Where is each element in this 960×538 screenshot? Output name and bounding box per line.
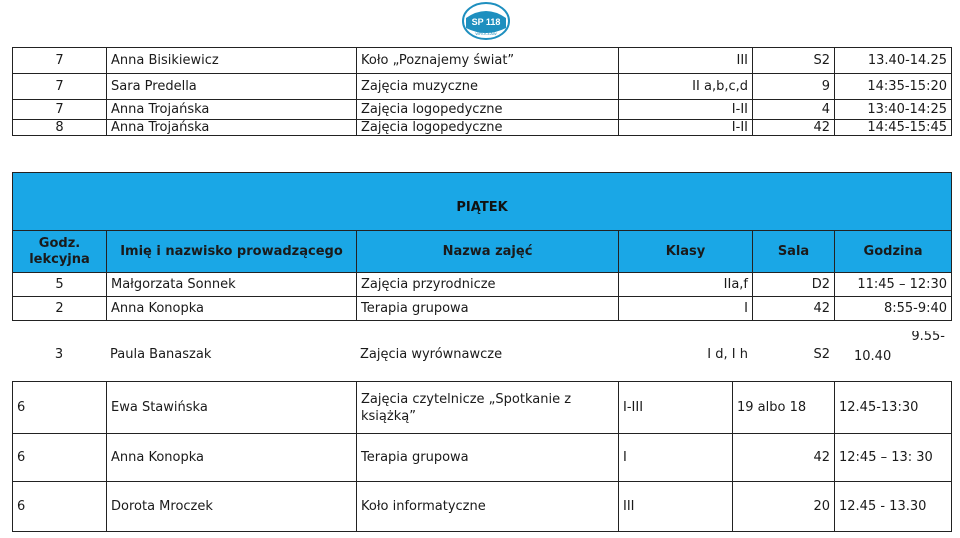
lesson-cell: 6 <box>13 482 107 532</box>
classes-cell: II a,b,c,d <box>619 74 753 100</box>
teacher-cell: Anna Trojańska <box>107 100 357 120</box>
classes-cell: III <box>619 482 733 532</box>
header-room: Sala <box>753 231 835 273</box>
teacher-cell: Anna Trojańska <box>107 120 357 136</box>
header-time: Godzina <box>835 231 952 273</box>
subject-cell: Terapia grupowa <box>357 297 619 321</box>
room-cell: 9 <box>753 74 835 100</box>
teacher-cell: Dorota Mroczek <box>107 482 357 532</box>
time-cell: 12.45 - 13.30 <box>835 482 952 532</box>
table-row <box>13 120 952 136</box>
room-cell: D2 <box>753 273 835 297</box>
table-row <box>13 382 952 434</box>
time-cell: 11:45 – 12:30 <box>835 273 952 297</box>
room-cell: 42 <box>753 120 835 136</box>
table-row <box>13 48 952 74</box>
table-row <box>13 74 952 100</box>
time-cell: 14:35-15:20 <box>835 74 952 100</box>
classes-cell: I <box>619 297 753 321</box>
time-cell: 13.40-14.25 <box>835 48 952 74</box>
classes-cell: I d, I h <box>707 346 748 362</box>
subject-cell: Zajęcia wyrównawcze <box>360 346 503 362</box>
subject-cell: Zajęcia przyrodnicze <box>357 273 619 297</box>
table-row-unbordered <box>12 331 951 377</box>
teacher-cell: Paula Banaszak <box>110 346 212 362</box>
teacher-cell: Anna Konopka <box>107 297 357 321</box>
lesson-cell: 5 <box>13 273 107 297</box>
lesson-cell: 7 <box>13 48 107 74</box>
time-cell: 13:40-14:25 <box>835 100 952 120</box>
friday-schedule-table-bottom <box>12 381 952 532</box>
header-teacher: Imię i nazwisko prowadzącego <box>107 231 357 273</box>
subject-cell: Koło „Poznajemy świat” <box>357 48 619 74</box>
classes-cell: I <box>619 434 733 482</box>
time-part-b: 10.40 <box>854 349 892 364</box>
time-cell: 12:45 – 13: 30 <box>835 434 952 482</box>
classes-cell: III <box>619 48 753 74</box>
logo-text: SP 118 <box>471 17 501 27</box>
room-cell: 20 <box>733 482 835 532</box>
lesson-cell: 3 <box>54 346 64 362</box>
subject-cell: Terapia grupowa <box>357 434 619 482</box>
subject-cell: Zajęcia logopedyczne <box>357 100 619 120</box>
table-row <box>13 297 952 321</box>
header-row <box>13 231 952 273</box>
top-schedule-table <box>12 47 952 136</box>
room-cell: S2 <box>813 346 830 362</box>
subject-cell: Koło informatyczne <box>357 482 619 532</box>
school-logo <box>462 2 510 40</box>
subject-cell: Zajęcia logopedyczne <box>357 120 619 136</box>
table-row <box>13 273 952 297</box>
classes-cell: I-III <box>619 382 733 434</box>
logo-subtext: WROCŁAW <box>475 31 497 36</box>
lesson-cell: 6 <box>13 434 107 482</box>
time-part-a: 9.55- <box>911 331 945 344</box>
classes-cell: I-II <box>619 100 753 120</box>
lesson-cell: 2 <box>13 297 107 321</box>
room-cell: 4 <box>753 100 835 120</box>
subject-cell: Zajęcia czytelnicze „Spotkanie z książką” <box>357 382 619 434</box>
classes-cell: I-II <box>619 120 753 136</box>
teacher-cell: Anna Konopka <box>107 434 357 482</box>
header-lesson: Godz. lekcyjna <box>13 231 107 273</box>
subject-cell: Zajęcia muzyczne <box>357 74 619 100</box>
teacher-cell: Ewa Stawińska <box>107 382 357 434</box>
classes-cell: IIa,f <box>619 273 753 297</box>
table-row <box>13 100 952 120</box>
teacher-cell: Anna Bisikiewicz <box>107 48 357 74</box>
header-subject: Nazwa zajęć <box>357 231 619 273</box>
table-row <box>13 482 952 532</box>
time-cell <box>834 331 951 377</box>
lesson-cell: 7 <box>13 74 107 100</box>
table-row <box>13 434 952 482</box>
header-classes: Klasy <box>619 231 753 273</box>
lesson-cell: 7 <box>13 100 107 120</box>
teacher-cell: Sara Predella <box>107 74 357 100</box>
room-cell: 42 <box>753 297 835 321</box>
lesson-cell: 6 <box>13 382 107 434</box>
friday-schedule-table <box>12 172 952 321</box>
room-cell: S2 <box>753 48 835 74</box>
time-cell: 12.45-13:30 <box>835 382 952 434</box>
day-banner: PIĄTEK <box>13 173 952 231</box>
teacher-cell: Małgorzata Sonnek <box>107 273 357 297</box>
lesson-cell: 8 <box>13 120 107 136</box>
room-cell: 19 albo 18 <box>733 382 835 434</box>
room-cell: 42 <box>733 434 835 482</box>
table-row <box>12 331 951 377</box>
time-cell: 14:45-15:45 <box>835 120 952 136</box>
time-cell: 8:55-9:40 <box>835 297 952 321</box>
